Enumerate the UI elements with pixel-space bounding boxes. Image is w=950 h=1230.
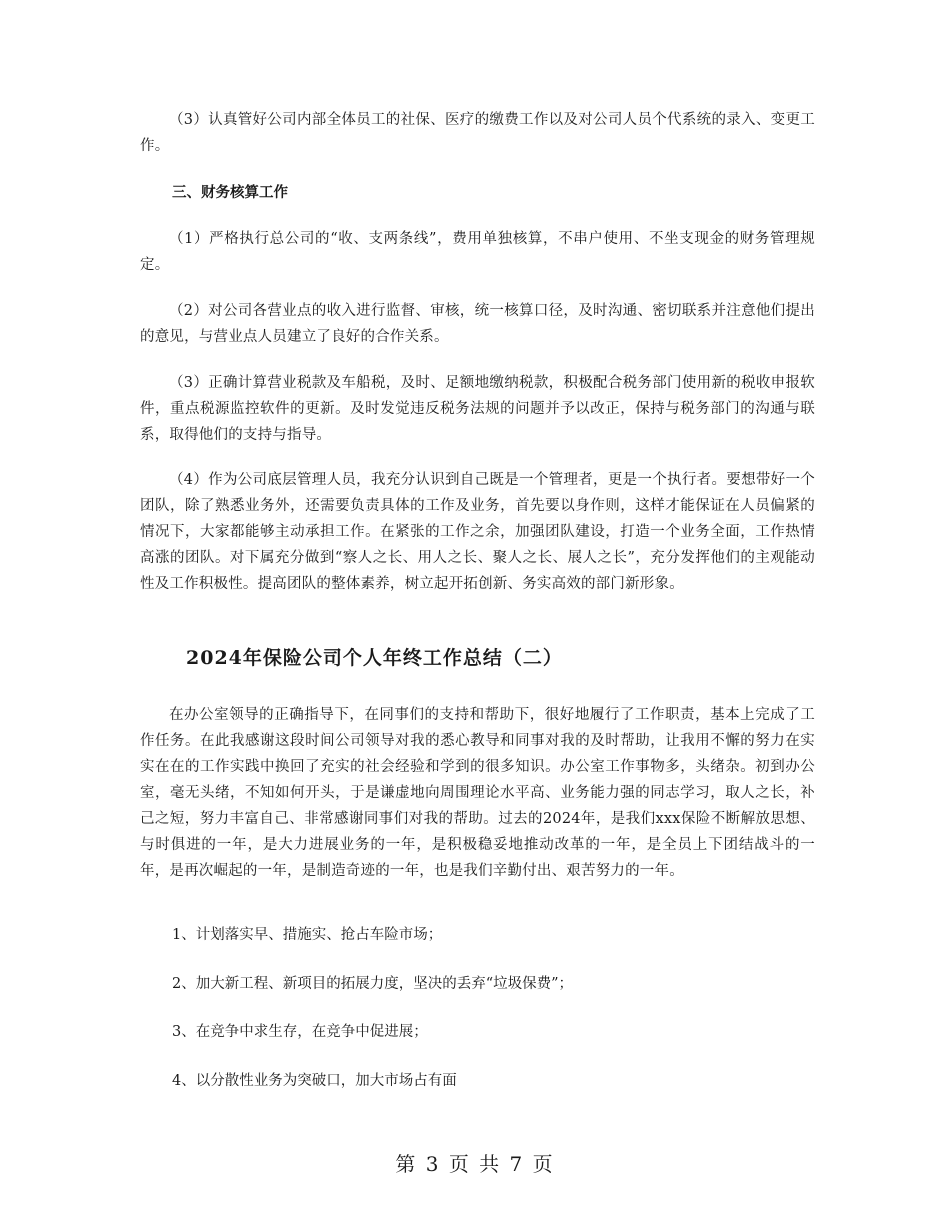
section-heading-finance: 三、财务核算工作 <box>172 184 288 201</box>
paragraph-finance-2: （2）对公司各营业点的收入进行监督、审核，统一核算口径，及时沟通、密切联系并注意他们提出的意见，与营业点人员建立了良好的合作关系。 <box>140 303 815 345</box>
paragraph-finance-4: （4）作为公司底层管理人员，我充分认识到自己既是一个管理者，更是一个执行者。要想带好一个团队，除了熟悉业务外，还需要负责具体的工作及业务，首先要以身作则，这样才能保证在人员偏紧的情况下，大家都能够主动承担工作。在紧张的工作之余，加强团队建设，打造一个业务全面，工作热情高涨的团队。对下属充分做到“察人之长、用人之长、聚人之长、展人之长”，充分发挥他们的主观能动性及工作积极性。提高团队的整体素养，树立起开拓创新、务实高效的部门新形象。 <box>140 472 815 592</box>
paragraph-social-security: （3）认真管好公司内部全体员工的社保、医疗的缴费工作以及对公司人员个代系统的录入、变更工作。 <box>140 112 815 154</box>
paragraph-finance-1: （1）严格执行总公司的“收、支两条线”，费用单独核算，不串户使用、不坐支现金的财务管理规定。 <box>140 231 815 273</box>
intro-paragraph: 在办公室领导的正确指导下，在同事们的支持和帮助下，很好地履行了工作职责，基本上完成了工作任务。在此我感谢这段时间公司领导对我的悉心教导和同事对我的及时帮助，让我用不懈的努力在实实在在的工作实践中换回了充实的社会经验和学到的很多知识。办公室工作事物多，头绪杂。初到办公室，毫无头绪，不知如何开头，于是谦虚地向周围理论水平高、业务能力强的同志学习，取人之长，补己之短，努力丰富自己、非常感谢同事们对我的帮助。过去的2024年，是我们xxx保险不断解放思想、与时俱进的一年，是大力进展业务的一年，是积极稳妥地推动改革的一年，是全员上下团结战斗的一年，是再次崛起的一年，是制造奇迹的一年，也是我们辛勤付出、艰苦努力的一年。 <box>140 707 815 879</box>
list-item: 4、以分散性业务为突破口，加大市场占有面 <box>172 1073 457 1089</box>
page-number-footer: 第 3 页 共 7 页 <box>395 1152 555 1176</box>
list-item: 1、计划落实早、措施实、抢占车险市场； <box>172 927 443 943</box>
paragraph-finance-3: （3）正确计算营业税款及车船税，及时、足额地缴纳税款，积极配合税务部门使用新的税收申报软件，重点税源监控软件的更新。及时发觉违反税务法规的问题并予以改正，保持与税务部门的沟通与联系，取得他们的支持与指导。 <box>140 375 815 443</box>
list-item: 2、加大新工程、新项目的拓展力度，坚决的丢弃“垃圾保费”； <box>172 976 574 992</box>
document-title: 2024年保险公司个人年终工作总结（二） <box>186 647 563 669</box>
list-item: 3、在竞争中求生存，在竞争中促进展； <box>172 1024 428 1040</box>
